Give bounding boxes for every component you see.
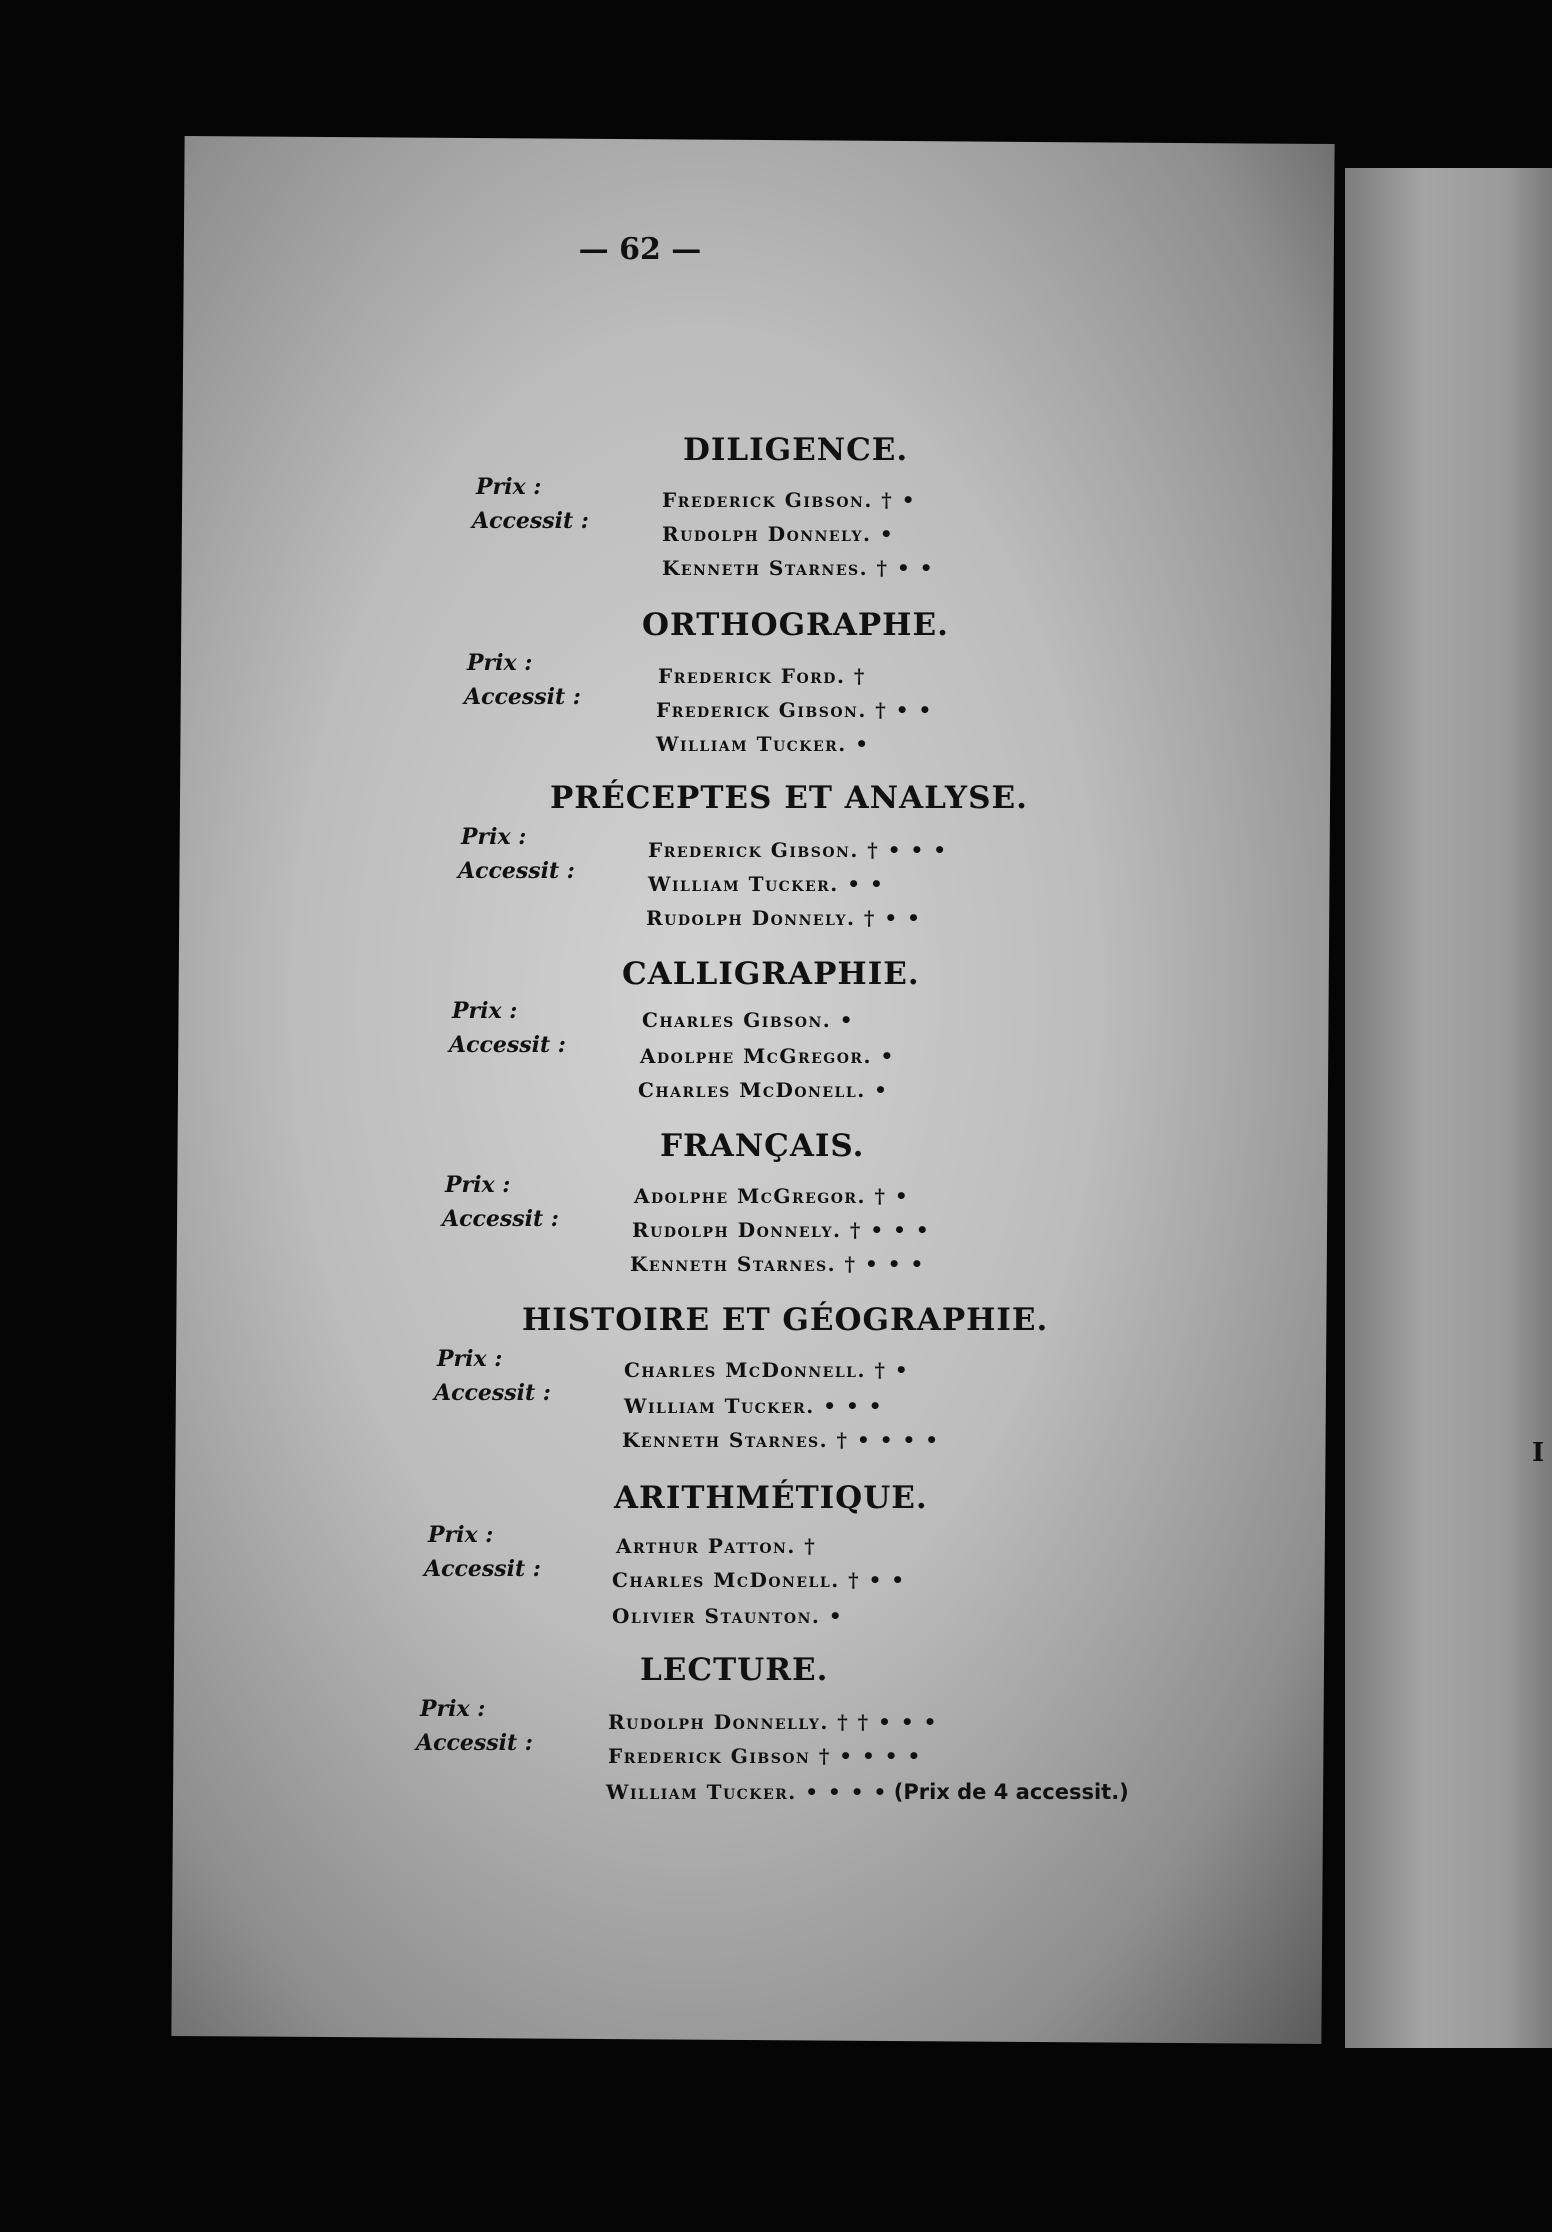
list-item: William Tucker. • • • • (Prix de 4 accessit.) (606, 1780, 1129, 1804)
section-title: ARITHMÉTIQUE. (614, 1480, 928, 1516)
section-title: PRÉCEPTES ET ANALYSE. (550, 780, 1028, 816)
list-item: Arthur Patton. † (616, 1534, 817, 1558)
page-number: — 62 — (578, 232, 702, 267)
prix-label: Prix : (428, 1522, 494, 1548)
list-item: Rudolph Donnely. • (662, 522, 895, 546)
list-item: Charles McDonnell. † • (624, 1358, 910, 1382)
list-item: Frederick Gibson. † • • • (648, 838, 948, 862)
list-item: Kenneth Starnes. † • • • (630, 1252, 925, 1276)
accessit-label: Accessit : (472, 508, 589, 534)
accessit-label: Accessit : (464, 684, 581, 710)
prix-label: Prix : (437, 1346, 503, 1372)
prix-label: Prix : (452, 998, 518, 1024)
list-item: Frederick Ford. † (658, 664, 866, 688)
accessit-label: Accessit : (416, 1730, 533, 1756)
section-title: HISTOIRE ET GÉOGRAPHIE. (522, 1302, 1049, 1338)
accessit-label: Accessit : (449, 1032, 566, 1058)
list-item: Frederick Gibson. † • (662, 488, 916, 512)
right-page-edge (1345, 168, 1552, 2048)
prix-label: Prix : (476, 474, 542, 500)
list-item: Charles McDonell. † • • (612, 1568, 906, 1592)
section-title: CALLIGRAPHIE. (622, 956, 920, 992)
list-item: Charles McDonell. • (638, 1078, 889, 1102)
list-item: William Tucker. • (656, 732, 870, 756)
list-item: Charles Gibson. • (642, 1008, 855, 1032)
list-item: Frederick Gibson. † • • (656, 698, 933, 722)
prix-label: Prix : (467, 650, 533, 676)
list-item: Frederick Gibson † • • • • (608, 1744, 922, 1768)
list-item: Olivier Staunton. • (612, 1604, 844, 1628)
section-title: LECTURE. (640, 1652, 829, 1688)
section-title: DILIGENCE. (683, 432, 909, 468)
accessit-label: Accessit : (424, 1556, 541, 1582)
accessit-label: Accessit : (434, 1380, 551, 1406)
list-item: Kenneth Starnes. † • • • • (622, 1428, 940, 1452)
accessit-label: Accessit : (458, 858, 575, 884)
prix-label: Prix : (420, 1696, 486, 1722)
section-title: FRANÇAIS. (660, 1128, 865, 1164)
list-item: Rudolph Donnely. † • • • (632, 1218, 931, 1242)
note: (Prix de 4 accessit.) (893, 1780, 1129, 1804)
list-item: Adolphe McGregor. † • (634, 1184, 910, 1208)
list-item: William Tucker. • • (648, 872, 885, 896)
list-item: Rudolph Donnelly. † † • • • (608, 1710, 938, 1734)
list-item: Adolphe McGregor. • (640, 1044, 895, 1068)
prix-label: Prix : (445, 1172, 511, 1198)
accessit-label: Accessit : (442, 1206, 559, 1232)
list-item: Kenneth Starnes. † • • (662, 556, 934, 580)
list-item: William Tucker. • • • (624, 1394, 883, 1418)
list-item: Rudolph Donnely. † • • (646, 906, 922, 930)
section-title: ORTHOGRAPHE. (642, 607, 949, 643)
prix-label: Prix : (461, 824, 527, 850)
right-page-fragment: I (1532, 1438, 1545, 1468)
